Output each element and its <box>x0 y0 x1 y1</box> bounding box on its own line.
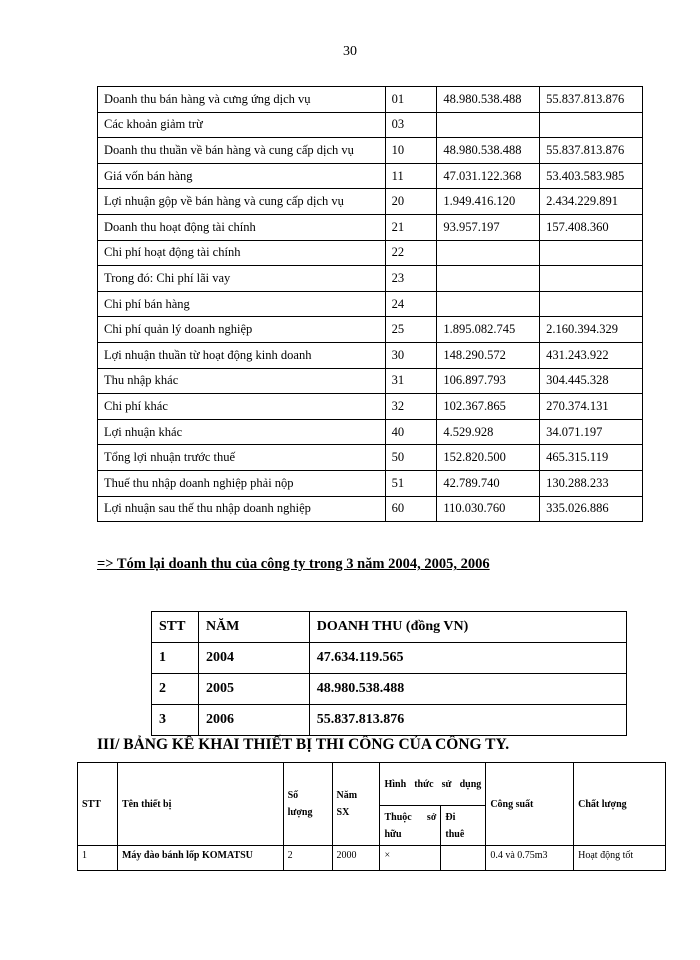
value-2005-cell: 1.895.082.745 <box>437 317 540 343</box>
rented-cell <box>441 846 486 871</box>
value-2005-cell: 106.897.793 <box>437 368 540 394</box>
item-code-cell: 25 <box>385 317 437 343</box>
header-rented-line2: thuê <box>445 828 465 840</box>
table-row <box>98 368 643 394</box>
stt-cell: 2 <box>152 674 199 705</box>
header-capacity: Công suất <box>486 763 574 846</box>
table-header-row <box>152 612 627 643</box>
header-year <box>332 763 380 846</box>
item-label-cell: Doanh thu thuần về bán hàng và cung cấp dịch vụ <box>98 138 386 164</box>
table-row <box>152 674 627 705</box>
item-label-cell: Lợi nhuận thuần từ hoạt động kinh doanh <box>98 342 386 368</box>
item-code-cell: 30 <box>385 342 437 368</box>
header-rented <box>441 806 486 846</box>
item-code-cell: 40 <box>385 419 437 445</box>
value-2006-cell: 34.071.197 <box>540 419 643 445</box>
revenue-cell: 47.634.119.565 <box>309 643 626 674</box>
header-owned-line2: hữu <box>384 828 402 840</box>
table-header-row <box>78 763 666 806</box>
value-2006-cell <box>540 266 643 292</box>
table-row <box>98 419 643 445</box>
capacity-cell: 0.4 và 0.75m3 <box>486 846 574 871</box>
value-2005-cell: 102.367.865 <box>437 394 540 420</box>
stt-cell: 3 <box>152 705 199 736</box>
header-year-line2: SX <box>336 807 350 818</box>
item-code-cell: 20 <box>385 189 437 215</box>
value-2006-cell: 53.403.583.985 <box>540 163 643 189</box>
header-quantity-line1: Số <box>287 790 299 801</box>
value-2005-cell: 42.789.740 <box>437 470 540 496</box>
value-2006-cell: 304.445.328 <box>540 368 643 394</box>
value-2005-cell <box>437 112 540 138</box>
value-2005-cell: 4.529.928 <box>437 419 540 445</box>
table-row <box>98 496 643 522</box>
item-code-cell: 32 <box>385 394 437 420</box>
table-row <box>98 87 643 113</box>
value-2006-cell <box>540 240 643 266</box>
header-year: NĂM <box>198 612 309 643</box>
item-code-cell: 51 <box>385 470 437 496</box>
table-row <box>98 291 643 317</box>
table-row <box>98 214 643 240</box>
header-quantity-line2: lượng <box>287 807 313 818</box>
year-cell: 2004 <box>198 643 309 674</box>
value-2006-cell <box>540 112 643 138</box>
header-revenue: DOANH THU (đồng VN) <box>309 612 626 643</box>
equipment-table <box>77 762 666 871</box>
table-row <box>98 394 643 420</box>
value-2006-cell: 2.434.229.891 <box>540 189 643 215</box>
owned-cell: × <box>380 846 441 871</box>
item-code-cell: 60 <box>385 496 437 522</box>
header-owned <box>380 806 441 846</box>
item-label-cell: Lợi nhuận gộp về bán hàng và cung cấp dịch vụ <box>98 189 386 215</box>
page-number: 30 <box>343 44 357 59</box>
item-label-cell: Chi phí bán hàng <box>98 291 386 317</box>
item-code-cell: 24 <box>385 291 437 317</box>
value-2006-cell: 130.288.233 <box>540 470 643 496</box>
table-row <box>152 643 627 674</box>
item-label-cell: Doanh thu bán hàng và cưng ứng dịch vụ <box>98 87 386 113</box>
header-stt: STT <box>152 612 199 643</box>
value-2005-cell: 148.290.572 <box>437 342 540 368</box>
item-label-cell: Tổng lợi nhuận trước thuế <box>98 445 386 471</box>
year-cell: 2005 <box>198 674 309 705</box>
value-2006-cell: 2.160.394.329 <box>540 317 643 343</box>
table-row <box>98 445 643 471</box>
table-row <box>98 342 643 368</box>
value-2005-cell: 47.031.122.368 <box>437 163 540 189</box>
item-label-cell: Chi phí khác <box>98 394 386 420</box>
value-2005-cell: 93.957.197 <box>437 214 540 240</box>
value-2006-cell: 335.026.886 <box>540 496 643 522</box>
value-2005-cell <box>437 266 540 292</box>
value-2006-cell: 157.408.360 <box>540 214 643 240</box>
equipment-name-cell: Máy đào bánh lốp KOMATSU <box>117 846 283 871</box>
item-label-cell: Các khoản giảm trừ <box>98 112 386 138</box>
value-2006-cell: 465.315.119 <box>540 445 643 471</box>
revenue-summary-heading: => Tóm lại doanh thu của công ty trong 3 năm 2004, 2005, 2006 <box>97 556 490 572</box>
table-row <box>98 112 643 138</box>
item-label-cell: Doanh thu hoạt động tài chính <box>98 214 386 240</box>
header-stt: STT <box>78 763 118 846</box>
item-code-cell: 21 <box>385 214 437 240</box>
income-statement-table <box>97 86 643 522</box>
item-code-cell: 23 <box>385 266 437 292</box>
item-code-cell: 22 <box>385 240 437 266</box>
value-2006-cell: 55.837.813.876 <box>540 138 643 164</box>
value-2005-cell: 152.820.500 <box>437 445 540 471</box>
item-label-cell: Chi phí quản lý doanh nghiệp <box>98 317 386 343</box>
revenue-cell: 55.837.813.876 <box>309 705 626 736</box>
stt-cell: 1 <box>78 846 118 871</box>
header-owned-line1: Thuộc sở <box>384 811 437 823</box>
table-row <box>98 189 643 215</box>
value-2006-cell: 431.243.922 <box>540 342 643 368</box>
table-row <box>98 317 643 343</box>
table-row <box>152 705 627 736</box>
value-2005-cell: 48.980.538.488 <box>437 138 540 164</box>
item-label-cell: Thuế thu nhập doanh nghiệp phải nộp <box>98 470 386 496</box>
item-label-cell: Chi phí hoạt động tài chính <box>98 240 386 266</box>
value-2006-cell: 270.374.131 <box>540 394 643 420</box>
revenue-summary-table <box>151 611 627 736</box>
header-quality: Chất lượng <box>574 763 666 846</box>
value-2005-cell: 48.980.538.488 <box>437 87 540 113</box>
table-row <box>98 240 643 266</box>
item-code-cell: 10 <box>385 138 437 164</box>
item-label-cell: Trong đó: Chi phí lãi vay <box>98 266 386 292</box>
revenue-cell: 48.980.538.488 <box>309 674 626 705</box>
header-rented-line1: Đi <box>445 811 456 823</box>
item-code-cell: 03 <box>385 112 437 138</box>
table-row <box>98 163 643 189</box>
header-year-line1: Năm <box>336 790 358 801</box>
value-2005-cell: 110.030.760 <box>437 496 540 522</box>
value-2005-cell: 1.949.416.120 <box>437 189 540 215</box>
quality-cell: Hoạt động tốt <box>574 846 666 871</box>
value-2005-cell <box>437 291 540 317</box>
item-label-cell: Giá vốn bán hàng <box>98 163 386 189</box>
stt-cell: 1 <box>152 643 199 674</box>
item-label-cell: Lợi nhuận khác <box>98 419 386 445</box>
year-cell: 2006 <box>198 705 309 736</box>
header-equipment-name: Tên thiết bị <box>117 763 283 846</box>
table-row <box>78 846 666 871</box>
equipment-section-heading: III/ BẢNG KÊ KHAI THIẾT BỊ THI CÔNG CỦA CÔNG TY. <box>97 736 510 753</box>
table-row <box>98 266 643 292</box>
item-code-cell: 11 <box>385 163 437 189</box>
header-usage-form: Hình thức sử dụng <box>380 763 486 806</box>
value-2006-cell: 55.837.813.876 <box>540 87 643 113</box>
year-cell: 2000 <box>332 846 380 871</box>
header-quantity <box>283 763 332 846</box>
item-label-cell: Lợi nhuận sau thế thu nhập doanh nghiệp <box>98 496 386 522</box>
table-row <box>98 470 643 496</box>
item-label-cell: Thu nhập khác <box>98 368 386 394</box>
item-code-cell: 01 <box>385 87 437 113</box>
value-2005-cell <box>437 240 540 266</box>
item-code-cell: 31 <box>385 368 437 394</box>
table-row <box>98 138 643 164</box>
value-2006-cell <box>540 291 643 317</box>
item-code-cell: 50 <box>385 445 437 471</box>
quantity-cell: 2 <box>283 846 332 871</box>
